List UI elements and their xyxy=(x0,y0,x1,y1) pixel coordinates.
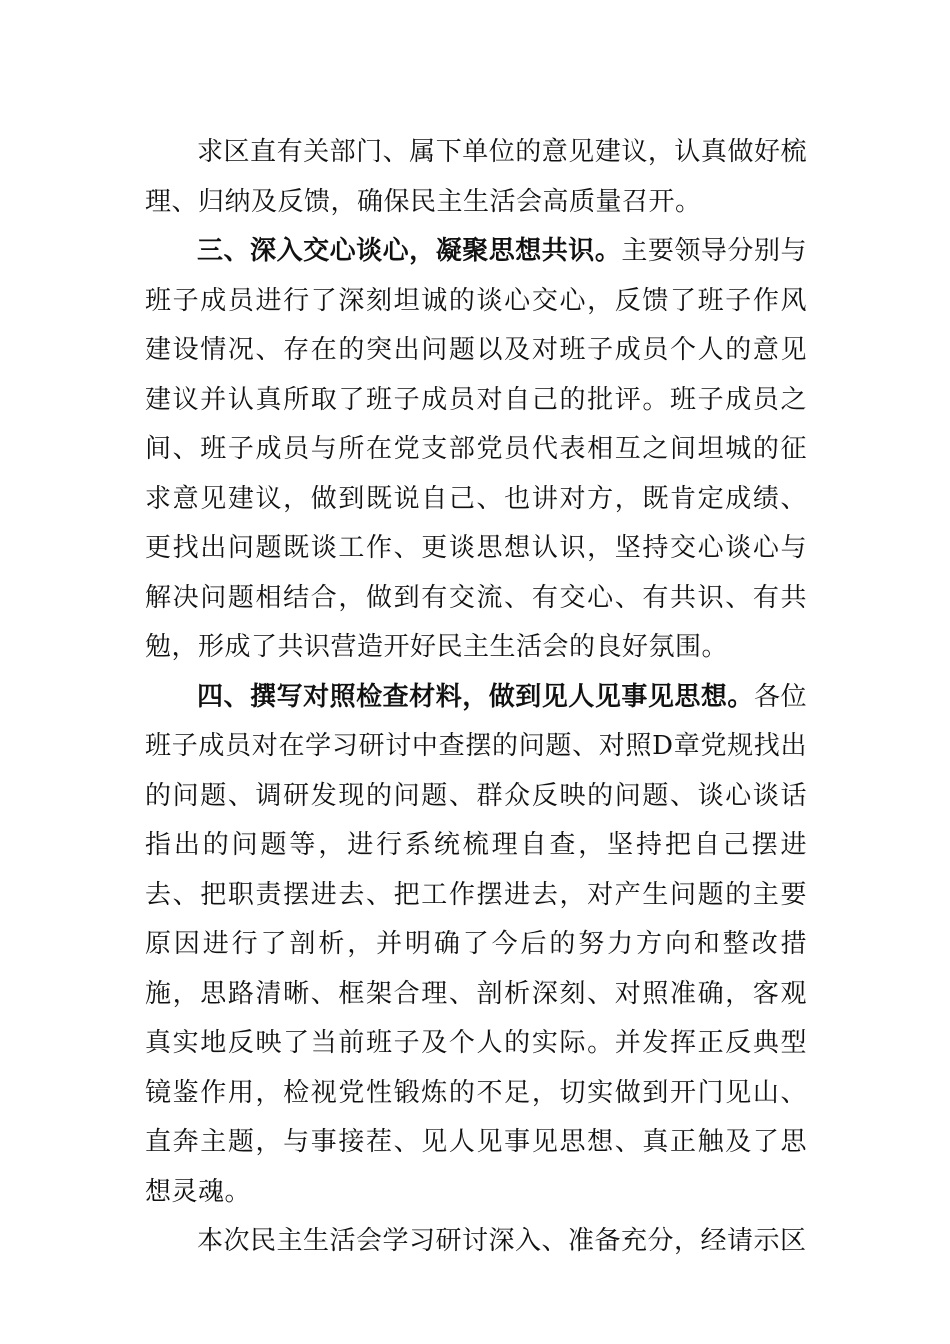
paragraph-text: 主要领导分别与班子成员进行了深刻坦诚的谈心交心，反馈了班子作风建设情况、存在的突出问题以及对班子成员个人的意见建议并认真所取了班子成员对自己的批评。班子成员之间、班子成员与所在党支部党员代表相互之间坦城的征求意见建议，做到既说自己、也讲对方，既肯定成绩、更找出问题既谈工作、更谈思想认识，坚持交心谈心与解决问题相结合，做到有交流、有交心、有共识、有共勉，形成了共识营造开好民主生活会的良好氛围。 xyxy=(145,236,807,662)
paragraph-closing xyxy=(145,1217,807,1267)
document-body xyxy=(145,128,807,1267)
paragraph-section-four xyxy=(145,673,807,1218)
paragraph-text: 各位班子成员对在学习研讨中查摆的问题、对照D章党规找出的问题、调研发现的问题、群众反映的问题、谈心谈话指出的问题等，进行系统梳理自查，坚持把自己摆进去、把职责摆进去、把工作摆进去，对产生问题的主要原因进行了剖析，并明确了今后的努力方向和整改措施，思路清晰、框架合理、剖析深刻、对照准确，客观真实地反映了当前班子及个人的实际。并发挥正反典型镜鉴作用，检视党性锻炼的不足，切实做到开门见山、直奔主题，与事接茬、见人见事见思想、真正触及了思想灵魂。 xyxy=(145,681,807,1207)
paragraph-text: 求区直有关部门、属下单位的意见建议，认真做好梳理、归纳及反馈，确保民主生活会高质量召开。 xyxy=(145,137,807,217)
section-heading-three: 三、深入交心谈心，凝聚思想共识。 xyxy=(197,236,622,266)
paragraph-continuation xyxy=(145,128,807,227)
section-heading-four: 四、撰写对照检查材料，做到见人见事见思想。 xyxy=(197,681,754,712)
paragraph-text: 本次民主生活会学习研讨深入、准备充分，经请示区 xyxy=(197,1226,807,1256)
paragraph-section-three xyxy=(145,227,807,673)
